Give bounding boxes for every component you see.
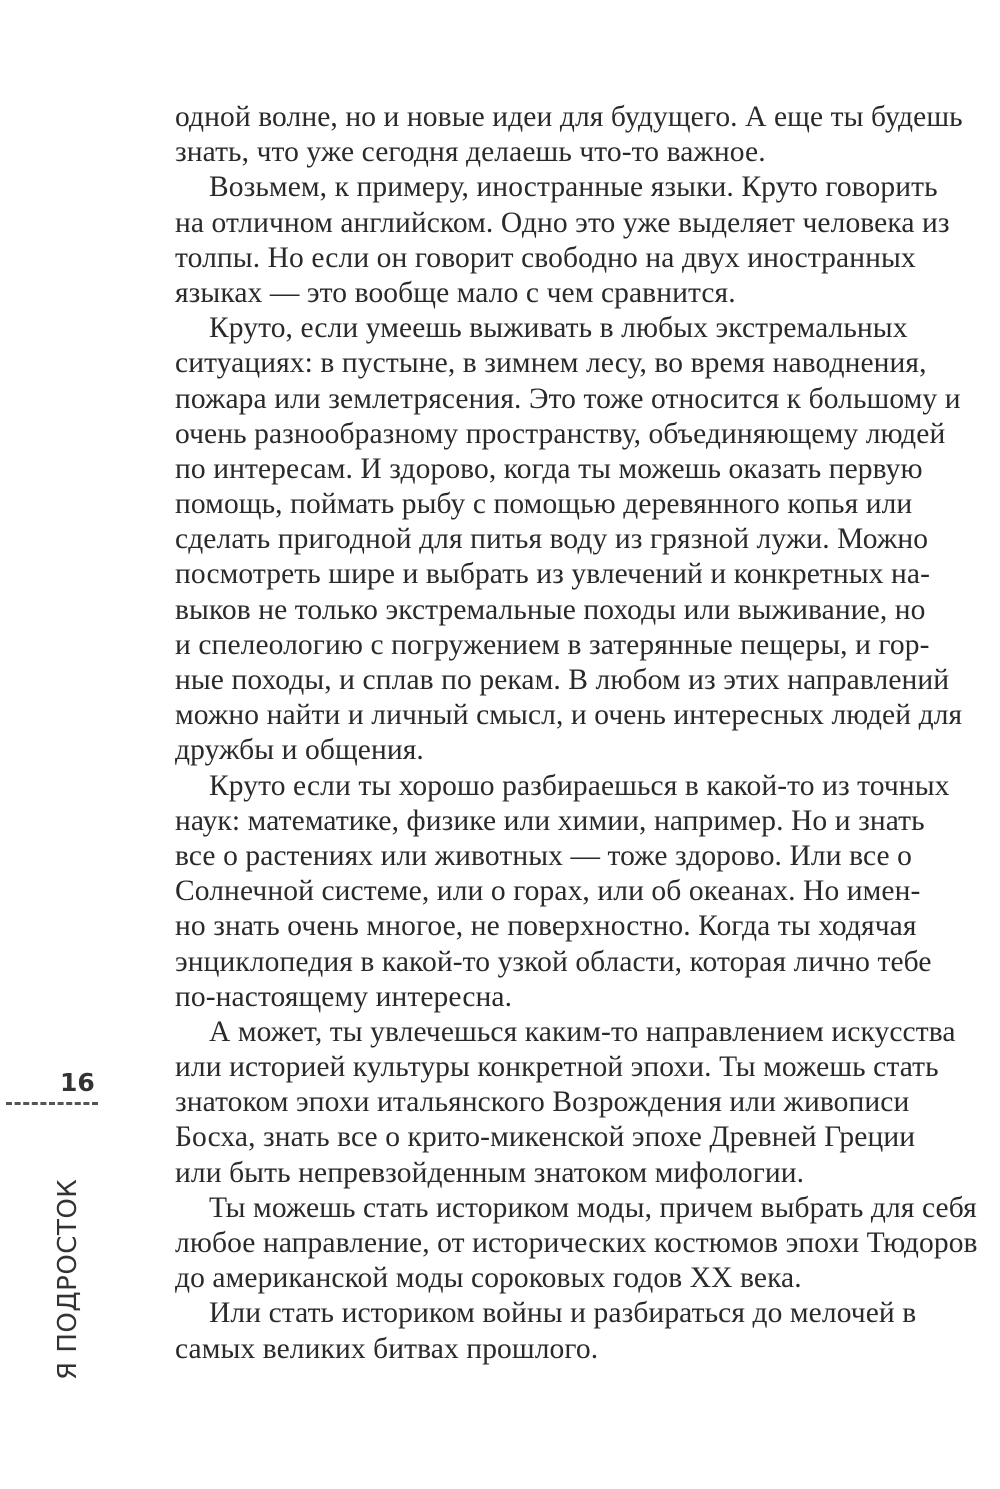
text-line: толпы. Но если он говорит свободно на двух иностранных [175,241,916,274]
text-line: или быть непревзойденным знатоком мифологии. [175,1156,805,1189]
text-line: но знать очень многое, не поверхностно. Когда ты ходячая [175,910,917,943]
paragraph [175,1191,978,1297]
text-line: Круто если ты хорошо разбираешься в какой-то из точных [209,769,950,802]
paragraph [175,1296,917,1366]
text-line: Или стать историком войны и разбираться до мелочей в [209,1297,917,1330]
text-line: по-настоящему интересна. [175,980,513,1013]
paragraph [175,100,963,170]
text-line: и спелеологию с погружением в затерянные пещеры, и гор- [175,628,930,661]
text-line: энциклопедия в какой-то узкой области, которая лично тебе [175,945,932,978]
text-line: языках — это вообще мало с чем сравнится. [175,276,736,309]
text-line: до американской моды сороковых годов XX века. [175,1262,802,1295]
text-line: Круто, если умеешь выживать в любых экстремальных [209,312,908,345]
text-line: любое направление, от исторических костюмов эпохи Тюдоров [175,1227,978,1259]
text-line: Ты можешь стать историком моды, причем выбрать для себя [209,1191,977,1224]
body-text [175,100,978,1367]
text-line: дружбы и общения. [175,734,424,767]
paragraph [175,170,950,311]
text-line: сделать пригодной для питья воду из грязной лужи. Можно [175,523,929,556]
text-line: или историей культуры конкретной эпохи. Ты можешь стать [175,1051,939,1084]
text-line: знать, что уже сегодня делаешь что-то важное. [175,136,766,169]
paragraph [175,311,963,768]
text-line: можно найти и личный смысл, и очень интересных людей для [175,699,963,732]
text-line: все о растениях или животных — тоже здорово. Или все о [175,839,913,872]
paragraph [175,769,950,1015]
text-line: Солнечной системе, или о горах, или об океанах. Но имен- [175,875,921,908]
text-line: помощь, поймать рыбу с помощью деревянного копья или [175,488,913,521]
text-line: ситуациях: в пустыне, в зимнем лесу, во время наводнения, [175,347,927,380]
paragraph [175,1015,956,1191]
running-title: Я ПОДРОСТОК [53,1178,83,1380]
text-line: выков не только экстремальные походы или выживание, но [175,593,926,626]
text-line: Возьмем, к примеру, иностранные языки. Круто говорить [209,171,938,204]
text-line: очень разнообразному пространству, объединяющему людей [175,417,946,450]
margin-dashed-divider [6,1102,98,1105]
text-line: Босха, знать все о крито-микенской эпохе Древней Греции [175,1121,916,1154]
text-line: одной волне, но и новые идеи для будущего. А еще ты будешь [175,101,963,133]
text-line: посмотреть шире и выбрать из увлечений и конкретных на- [175,558,931,591]
text-line: знатоком эпохи итальянского Возрождения или живописи [175,1086,910,1119]
text-line: по интересам. И здорово, когда ты можешь оказать первую [175,452,923,485]
text-line: А может, ты увлечешься каким-то направлением искусства [209,1015,956,1048]
text-line: на отличном английском. Одно это уже выделяет человека из [175,206,950,239]
text-line: наук: математике, физике или химии, например. Но и знать [175,804,925,837]
text-line: самых великих битвах прошлого. [175,1332,599,1365]
page-number: 16 [60,1068,95,1097]
text-line: пожара или землетрясения. Это тоже относится к большому и [175,382,961,415]
text-line: ные походы, и сплав по рекам. В любом из этих направлений [175,664,950,696]
